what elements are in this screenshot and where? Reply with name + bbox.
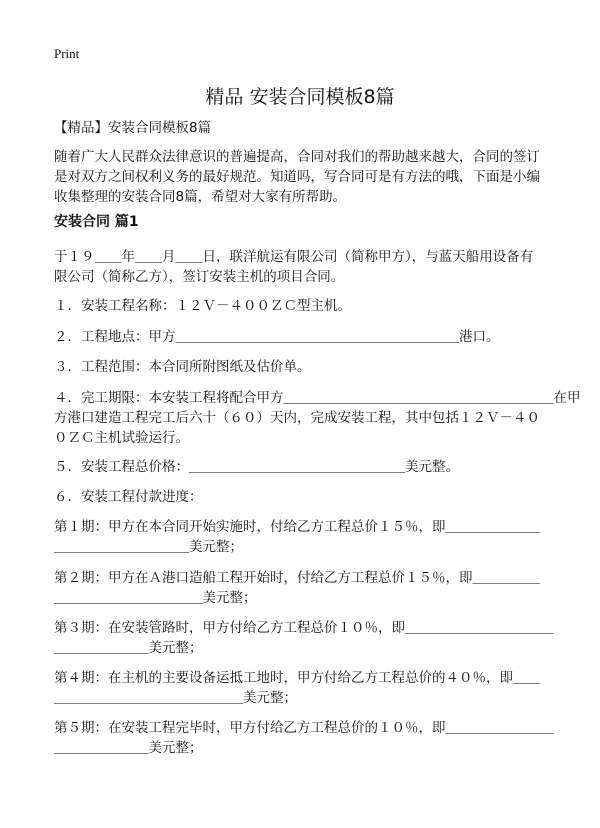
intro-line: 随着广大人民群众法律意识的普遍提高，合同对我们的帮助越来越大，合同的签订: [54, 149, 540, 165]
payment-period-5: ＿＿＿＿＿＿＿美元整；: [54, 740, 203, 756]
payment-period-4: 第４期：在主机的主要设备运抵工地时，甲方付给乙方工程总价的４０％，即＿＿: [54, 670, 540, 686]
page-title: 精品 安装合同模板8篇: [205, 86, 395, 108]
clause-5: ５．安装工程总价格：＿＿＿＿＿＿＿＿＿＿＿＿＿＿＿＿美元整。: [54, 459, 459, 475]
subtitle: 【精品】安装合同模板8篇: [54, 120, 212, 136]
clause-2: ２．工程地点：甲方＿＿＿＿＿＿＿＿＿＿＿＿＿＿＿＿＿＿＿＿＿港口。: [54, 329, 500, 345]
payment-period-3: ＿＿＿＿＿＿＿美元整；: [54, 640, 203, 656]
payment-period-2: ＿＿＿＿＿＿＿＿＿＿＿美元整；: [54, 590, 257, 606]
payment-period-2: 第２期：甲方在Ａ港口造船工程开始时，付给乙方工程总价１５％，即＿＿＿＿＿: [54, 570, 540, 586]
payment-period-5: 第５期：在安装工程完毕时，甲方付给乙方工程总价的１０％，即＿＿＿＿＿＿＿＿: [54, 720, 554, 736]
print-link[interactable]: Print: [54, 46, 80, 61]
opening-line: 限公司（简称乙方），签订安装主机的项目合同。: [54, 269, 345, 285]
intro-line: 是对双方之间权利义务的最好规范。知道吗，写合同可是有方法的哦，下面是小编: [54, 169, 540, 185]
payment-period-4: ＿＿＿＿＿＿＿＿＿＿＿＿＿＿美元整；: [54, 690, 297, 706]
payment-period-1: 第１期：甲方在本合同开始实施时，付给乙方工程总价１５％，即＿＿＿＿＿＿＿: [54, 519, 540, 535]
clause-3: ３．工程范围：本合同所附图纸及估价单。: [54, 359, 311, 375]
payment-period-3: 第３期：在安装管路时，甲方付给乙方工程总价１０％，即＿＿＿＿＿＿＿＿＿＿＿: [54, 620, 554, 636]
clause-1: １．安装工程名称：１２Ｖ－４００ＺＣ型主机。: [54, 298, 351, 314]
clause-4-line: 方港口建造工程完工后六十（６０）天内，完成安装工程，其中包括１２Ｖ－４０: [54, 410, 540, 426]
intro-line: 收集整理的安装合同8篇，希望对大家有所帮助。: [54, 189, 347, 205]
section-heading: 安装合同 篇1: [54, 214, 139, 230]
payment-period-1: ＿＿＿＿＿＿＿＿＿＿美元整；: [54, 539, 243, 555]
clause-4-line: ０ＺＣ主机试验运行。: [54, 430, 189, 446]
clause-6: ６．安装工程付款进度：: [54, 489, 203, 505]
clause-4-line: ４．完工期限：本安装工程将配合甲方＿＿＿＿＿＿＿＿＿＿＿＿＿＿＿＿＿＿＿＿在甲: [54, 390, 581, 406]
opening-line: 于１９＿＿年＿＿月＿＿日，联洋航运有限公司（简称甲方），与蓝天船用设备有: [54, 249, 534, 265]
